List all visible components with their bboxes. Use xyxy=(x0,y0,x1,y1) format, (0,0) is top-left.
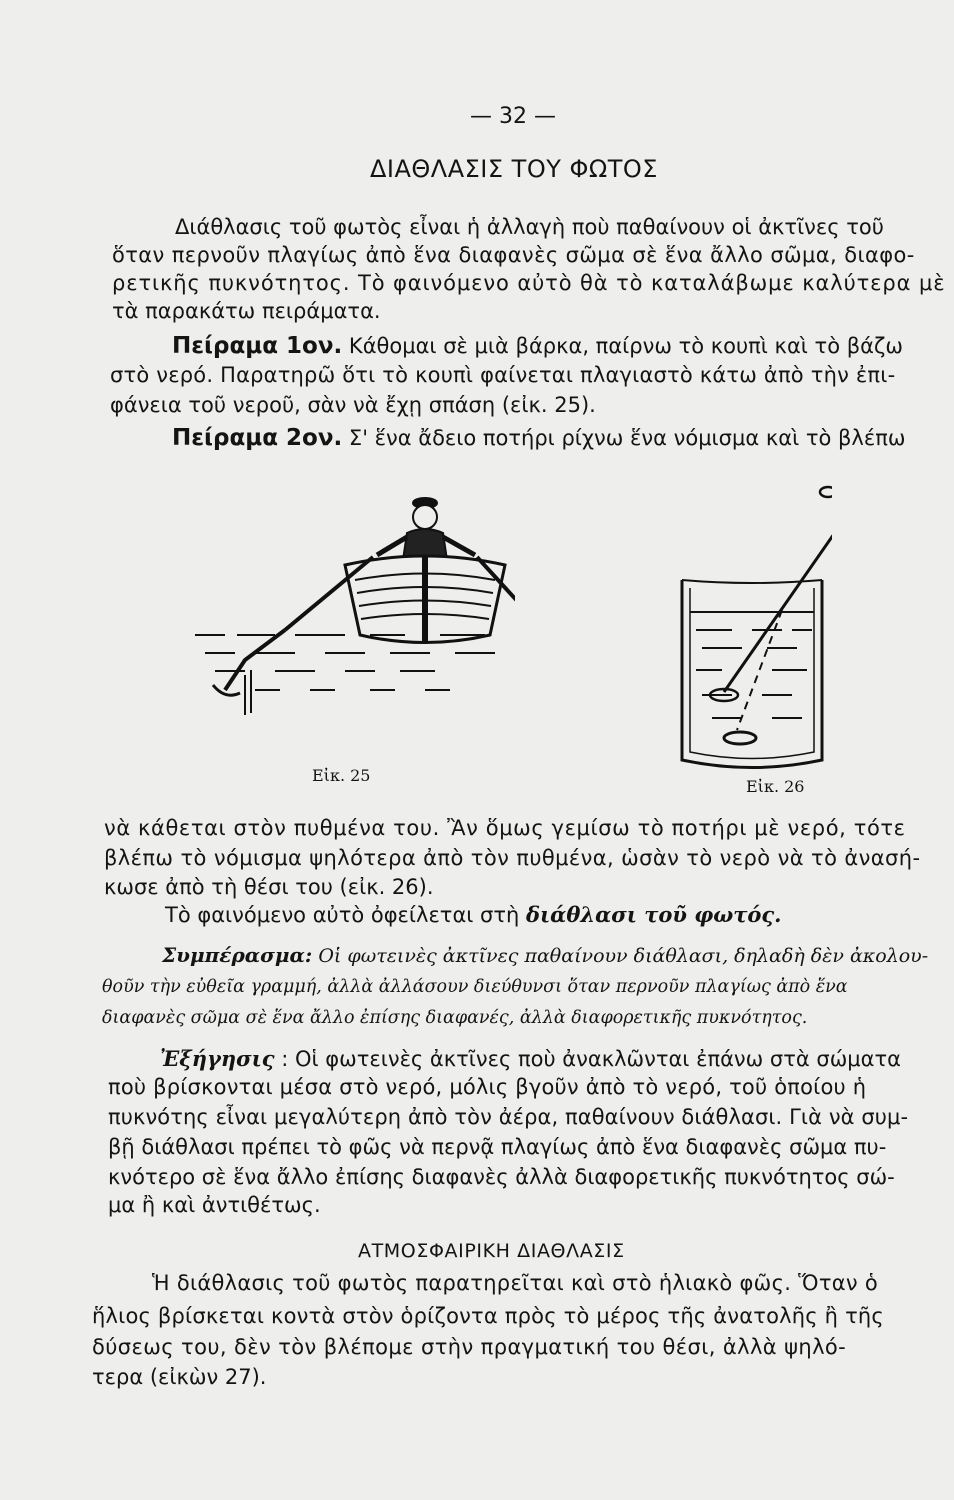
explanation-label: Ἐξήγησις xyxy=(160,1046,275,1071)
experiment1-line-2: στὸ νερό. Παρατηρῶ ὅτι τὸ κουπὶ φαίνεται πλαγιαστὸ κάτω ἀπὸ τὴν ἐπι- xyxy=(110,363,896,387)
experiment2-line xyxy=(172,425,934,451)
conclusion-line-3: διαφανὲς σῶμα σὲ ἕνα ἄλλο ἐπίσης διαφανές, ἀλλὰ διαφορετικῆς πυκνότητος. xyxy=(102,1008,808,1028)
explanation-text: : Οἱ φωτεινὲς ἀκτῖνες ποὺ ἀνακλῶνται ἐπάνω στὰ σώματα xyxy=(281,1047,901,1071)
section2-line-4: τερα (εἰκὼν 27). xyxy=(92,1365,267,1389)
intro-line-3: ρετικῆς πυκνότητος. Τὸ φαινόμενο αὐτὸ θὰ τὸ καταλάβωμε καλύτερα μὲ xyxy=(112,271,946,295)
continuation-line-2: βλέπω τὸ νόμισμα ψηλότερα ἀπὸ τὸν πυθμένα, ὡσὰν τὸ νερὸ νὰ τὸ ἀνασή- xyxy=(104,846,921,870)
conclusion-line-1 xyxy=(162,942,928,969)
section2-title: ΑΤΜΟΣΦΑΙΡΙΚΗ ΔΙΑΘΛΑΣΙΣ xyxy=(358,1240,625,1262)
experiment1-line-3: φάνεια τοῦ νεροῦ, σὰν νὰ ἔχῃ σπάση (εἰκ. 25). xyxy=(110,393,596,417)
explanation-line-1 xyxy=(160,1046,901,1072)
conclusion-line-2: θοῦν τὴν εὐθεῖα γραμμή, ἀλλὰ ἀλλάσουν διεύθυνσι ὅταν περνοῦν πλαγίως ἀπὸ ἕνα xyxy=(102,977,848,997)
figure-25-caption: Εἰκ. 25 xyxy=(312,766,371,785)
intro-line-1: Διάθλασις τοῦ φωτὸς εἶναι ἡ ἀλλαγὴ ποὺ παθαίνουν οἱ ἀκτῖνες τοῦ xyxy=(175,215,884,239)
explanation-line-3: πυκνότης εἶναι μεγαλύτερη ἀπὸ τὸν ἀέρα, παθαίνουν διάθλασι. Γιὰ νὰ συμ- xyxy=(108,1105,909,1129)
explanation-line-4: βῇ διάθλασι πρέπει τὸ φῶς νὰ περνᾷ πλαγίως ἀπὸ ἕνα διαφανὲς σῶμα πυ- xyxy=(108,1135,887,1159)
cause-text: Τὸ φαινόμενο αὐτὸ ὀφείλεται στὴ xyxy=(165,903,520,927)
page-title: ΔΙΑΘΛΑΣΙΣ ΤΟΥ ΦΩΤΟΣ xyxy=(370,155,658,183)
cause-emphasis: διάθλασι τοῦ φωτός. xyxy=(526,902,782,927)
experiment1-label: Πείραμα 1ον. xyxy=(172,333,343,359)
cause-line xyxy=(165,902,781,928)
experiment1-text: Κάθομαι σὲ μιὰ βάρκα, παίρνω τὸ κουπὶ καὶ τὸ βάζω xyxy=(348,334,903,358)
explanation-line-5: κνότερο σὲ ἕνα ἄλλο ἐπίσης διαφανὲς ἀλλὰ διαφορετικῆς πυκνότητος σώ- xyxy=(108,1165,895,1189)
continuation-line-3: κωσε ἀπὸ τὴ θέσι του (εἰκ. 26). xyxy=(104,875,434,899)
experiment2-text: Σ' ἕνα ἄδειο ποτήρι ρίχνω ἕνα νόμισμα καὶ τὸ βλέπω xyxy=(348,426,906,450)
continuation-line-1: νὰ κάθεται στὸν πυθμένα του. Ἂν ὅμως γεμίσω τὸ ποτήρι μὲ νερό, τότε xyxy=(104,816,906,840)
explanation-line-2: ποὺ βρίσκονται μέσα στὸ νερό, μόλις βγοῦν ἀπὸ τὸ νερό, τοῦ ὁποίου ἡ xyxy=(108,1075,867,1099)
intro-line-4: τὰ παρακάτω πειράματα. xyxy=(112,299,381,323)
figure-26-caption: Εἰκ. 26 xyxy=(746,777,805,796)
experiment1-line-1 xyxy=(172,333,934,359)
page-number: — 32 — xyxy=(470,104,556,129)
intro-line-2: ὅταν περνοῦν πλαγίως ἀπὸ ἕνα διαφανὲς σῶμα σὲ ἕνα ἄλλο σῶμα, διαφο- xyxy=(112,243,915,267)
figure-26-glass-illustration xyxy=(672,470,832,780)
section2-line-1: Ἡ διάθλασις τοῦ φωτὸς παρατηρεῖται καὶ στὸ ἡλιακὸ φῶς. Ὅταν ὁ xyxy=(152,1271,879,1295)
experiment2-label: Πείραμα 2ον. xyxy=(172,425,343,451)
explanation-line-6: μα ἢ καὶ ἀντιθέτως. xyxy=(108,1193,321,1217)
conclusion-label: Συμπέρασμα: xyxy=(162,943,313,967)
figure-25-boat-illustration xyxy=(185,485,515,725)
conclusion-text: Οἱ φωτεινὲς ἀκτῖνες παθαίνουν διάθλασι, δηλαδὴ δὲν ἀκολου- xyxy=(318,945,929,967)
section2-line-3: δύσεως του, δὲν τὸν βλέπομε στὴν πραγματική του θέσι, ἀλλὰ ψηλό- xyxy=(92,1335,847,1359)
section2-line-2: ἥλιος βρίσκεται κοντὰ στὸν ὁρίζοντα πρὸς τὸ μέρος τῆς ἀνατολῆς ἢ τῆς xyxy=(92,1304,884,1328)
